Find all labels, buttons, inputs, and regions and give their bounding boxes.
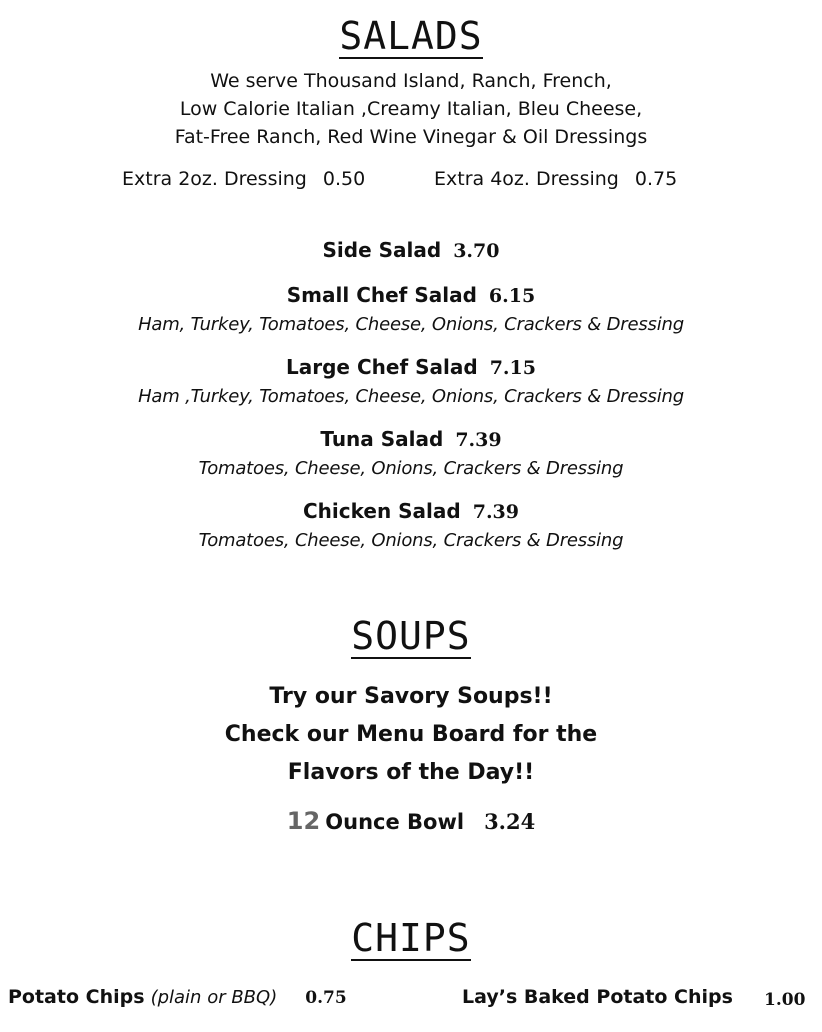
bowl-label: Ounce Bowl: [325, 810, 465, 834]
item-name: Small Chef Salad: [286, 283, 477, 307]
item-price: 7.15: [489, 357, 536, 379]
potato-chips-note: (plain or BBQ): [150, 987, 278, 1008]
extra-2oz-dressing: [122, 168, 365, 190]
soups-title: SOUPS: [351, 614, 471, 658]
menu-item-tuna-salad: [0, 427, 822, 451]
item-description: Tomatoes, Cheese, Onions, Crackers & Dressing: [198, 458, 624, 479]
extra-2oz-price: 0.50: [322, 168, 366, 190]
item-price: 6.15: [488, 285, 536, 307]
extra-2oz-label: Extra 2oz. Dressing: [122, 168, 307, 190]
extra-4oz-label: Extra 4oz. Dressing: [434, 168, 619, 190]
lays-chips-price-wrap: [764, 988, 805, 1010]
item-price: 7.39: [472, 501, 519, 523]
item-description: Ham ,Turkey, Tomatoes, Cheese, Onions, Crackers & Dressing: [138, 386, 684, 407]
item-description: Ham, Turkey, Tomatoes, Cheese, Onions, Crackers & Dressing: [138, 314, 684, 335]
lays-chips-name: Lay’s Baked Potato Chips: [462, 986, 733, 1008]
extra-4oz-dressing: [434, 168, 677, 190]
menu-item-small-chef-salad: [0, 283, 822, 307]
item-name: Side Salad: [322, 238, 442, 262]
dressing-line-3: Fat-Free Ranch, Red Wine Vinegar & Oil Dressings: [174, 126, 648, 148]
soup-bowl-item: [0, 807, 822, 835]
chips-title: CHIPS: [351, 916, 471, 960]
lays-chips-price: 1.00: [764, 990, 806, 1010]
item-name: Tuna Salad: [320, 427, 444, 451]
bowl-size: 12: [286, 807, 321, 835]
item-name: Large Chef Salad: [286, 355, 478, 379]
menu-item-large-chef-salad: [0, 355, 822, 379]
item-name: Chicken Salad: [302, 499, 461, 523]
salads-heading: [0, 14, 822, 59]
item-price: 3.70: [453, 240, 500, 262]
chips-heading: [0, 916, 822, 961]
extra-4oz-price: 0.75: [634, 168, 678, 190]
lays-chips-item: [462, 986, 733, 1008]
item-price: 7.39: [455, 429, 502, 451]
dressing-line-1: We serve Thousand Island, Ranch, French,: [210, 70, 612, 92]
dressing-line-2: Low Calorie Italian ,Creamy Italian, Bleu Cheese,: [179, 98, 643, 120]
soups-line-3: Flavors of the Day!!: [287, 760, 535, 785]
soups-line-2: Check our Menu Board for the: [224, 722, 598, 747]
salads-title: SALADS: [339, 14, 483, 58]
menu-item-side-salad: [0, 238, 822, 262]
potato-chips-item: [8, 986, 347, 1008]
menu-item-chicken-salad: [0, 499, 822, 523]
soups-line-1: Try our Savory Soups!!: [269, 684, 553, 709]
potato-chips-name: Potato Chips: [8, 986, 145, 1008]
bowl-price: 3.24: [484, 809, 536, 834]
item-description: Tomatoes, Cheese, Onions, Crackers & Dressing: [198, 530, 624, 551]
soups-heading: [0, 614, 822, 659]
potato-chips-price: 0.75: [305, 988, 347, 1008]
